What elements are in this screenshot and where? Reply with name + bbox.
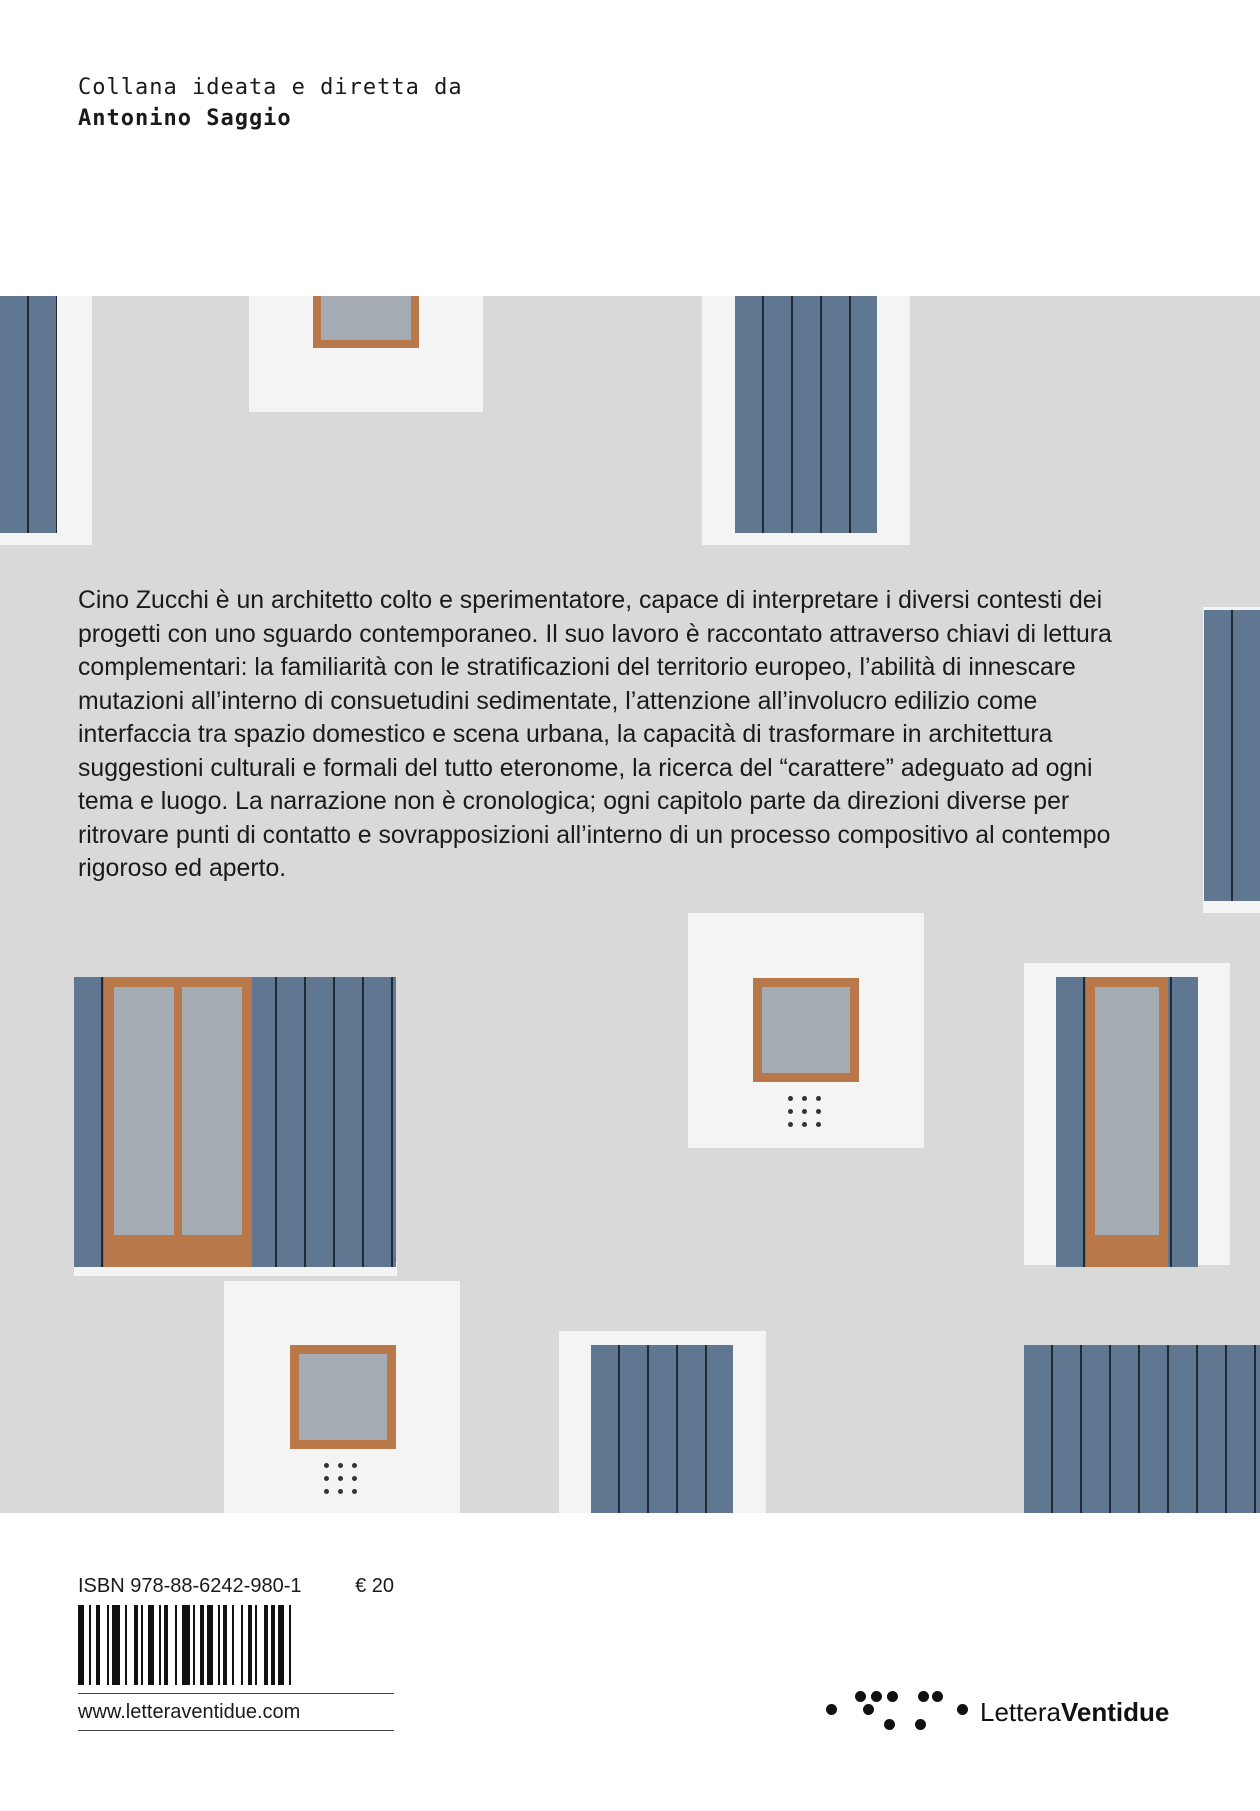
isbn-price-row [78, 1575, 394, 1598]
barcode-bar [159, 1605, 161, 1685]
shutter [0, 296, 57, 533]
barcode-bar [207, 1605, 213, 1685]
barcode [78, 1605, 394, 1685]
series-credit [78, 72, 463, 134]
window-glass [1095, 987, 1159, 1235]
barcode-bar [164, 1605, 168, 1685]
barcode-bar [112, 1605, 120, 1685]
window-glass [182, 987, 242, 1235]
back-cover-blurb: Cino Zucchi è un architetto colto e sperimentatore, capace di interpretare i diversi contesti dei progetti con uno sguardo contemporaneo. Il suo lavoro è raccontato attraverso chiavi di lettura complementari: la familiarità con le stratificazioni del territorio europeo, l’abilità di innescare mutazioni all’interno di consuetudini sedimentate, l’attenzione all’involucro edilizio come interfaccia tra spazio domestico e scena urbana, la capacità di trasformare in architettura suggestioni culturali e formali del tutto eteronome, la ricerca del “carattere” adeguato ad ogni tema e luogo. La narrazione non è cronologica; ogni capitolo parte da direzioni diverse per ritrovare punti di contatto e sovrapposizioni all’interno di un processo compositivo al contempo rigoroso ed aperto. [78, 587, 1112, 882]
barcode-bar [125, 1605, 127, 1685]
website-link[interactable]: www.letteraventidue.com [78, 1701, 301, 1723]
logo-dot [871, 1691, 882, 1702]
logo-dot [863, 1704, 874, 1715]
logo-dot [884, 1719, 895, 1730]
barcode-bar [255, 1605, 257, 1685]
barcode-bar [289, 1605, 291, 1685]
barcode-bar [141, 1605, 143, 1685]
publisher-wordmark [980, 1697, 1169, 1728]
vent-dots [788, 1096, 821, 1127]
publisher-logo [820, 1686, 1180, 1736]
series-editor: Antonino Saggio [78, 106, 292, 131]
logo-dot [887, 1691, 898, 1702]
barcode-bar [232, 1605, 234, 1685]
barcode-bar [248, 1605, 252, 1685]
barcode-bar [264, 1605, 268, 1685]
barcode-bar [107, 1605, 109, 1685]
barcode-bar [241, 1605, 243, 1685]
divider [78, 1730, 394, 1731]
logo-dot [932, 1691, 943, 1702]
shutter [735, 296, 877, 533]
logo-dot [918, 1691, 929, 1702]
logo-dot [826, 1704, 837, 1715]
window-glass [762, 987, 850, 1073]
series-label: Collana ideata e diretta da [78, 75, 463, 100]
publisher-name-1: Lettera [980, 1697, 1061, 1727]
publisher-name-2: Ventidue [1060, 1697, 1170, 1727]
shutter [1204, 610, 1260, 901]
price: € 20 [355, 1575, 394, 1597]
logo-dot [957, 1704, 968, 1715]
barcode-bar [89, 1605, 91, 1685]
shutter [1024, 1345, 1260, 1513]
barcode-bar [182, 1605, 190, 1685]
window-glass [114, 987, 174, 1235]
facade-illustration [0, 296, 1260, 1513]
barcode-bar [96, 1605, 100, 1685]
window-glass [299, 1354, 387, 1440]
barcode-bar [148, 1605, 154, 1685]
logo-dot [855, 1691, 866, 1702]
divider [78, 1693, 394, 1694]
barcode-bar [193, 1605, 195, 1685]
vent-dots [324, 1463, 357, 1494]
barcode-bar [218, 1605, 220, 1685]
barcode-bar [175, 1605, 177, 1685]
barcode-bar [134, 1605, 138, 1685]
barcode-bar [223, 1605, 227, 1685]
barcode-bar [78, 1605, 84, 1685]
barcode-bar [271, 1605, 275, 1685]
shutter [591, 1345, 733, 1513]
barcode-bar [200, 1605, 204, 1685]
logo-dot [915, 1719, 926, 1730]
isbn: ISBN 978-88-6242-980-1 [78, 1575, 302, 1597]
barcode-bar [278, 1605, 284, 1685]
window-glass [321, 296, 411, 340]
